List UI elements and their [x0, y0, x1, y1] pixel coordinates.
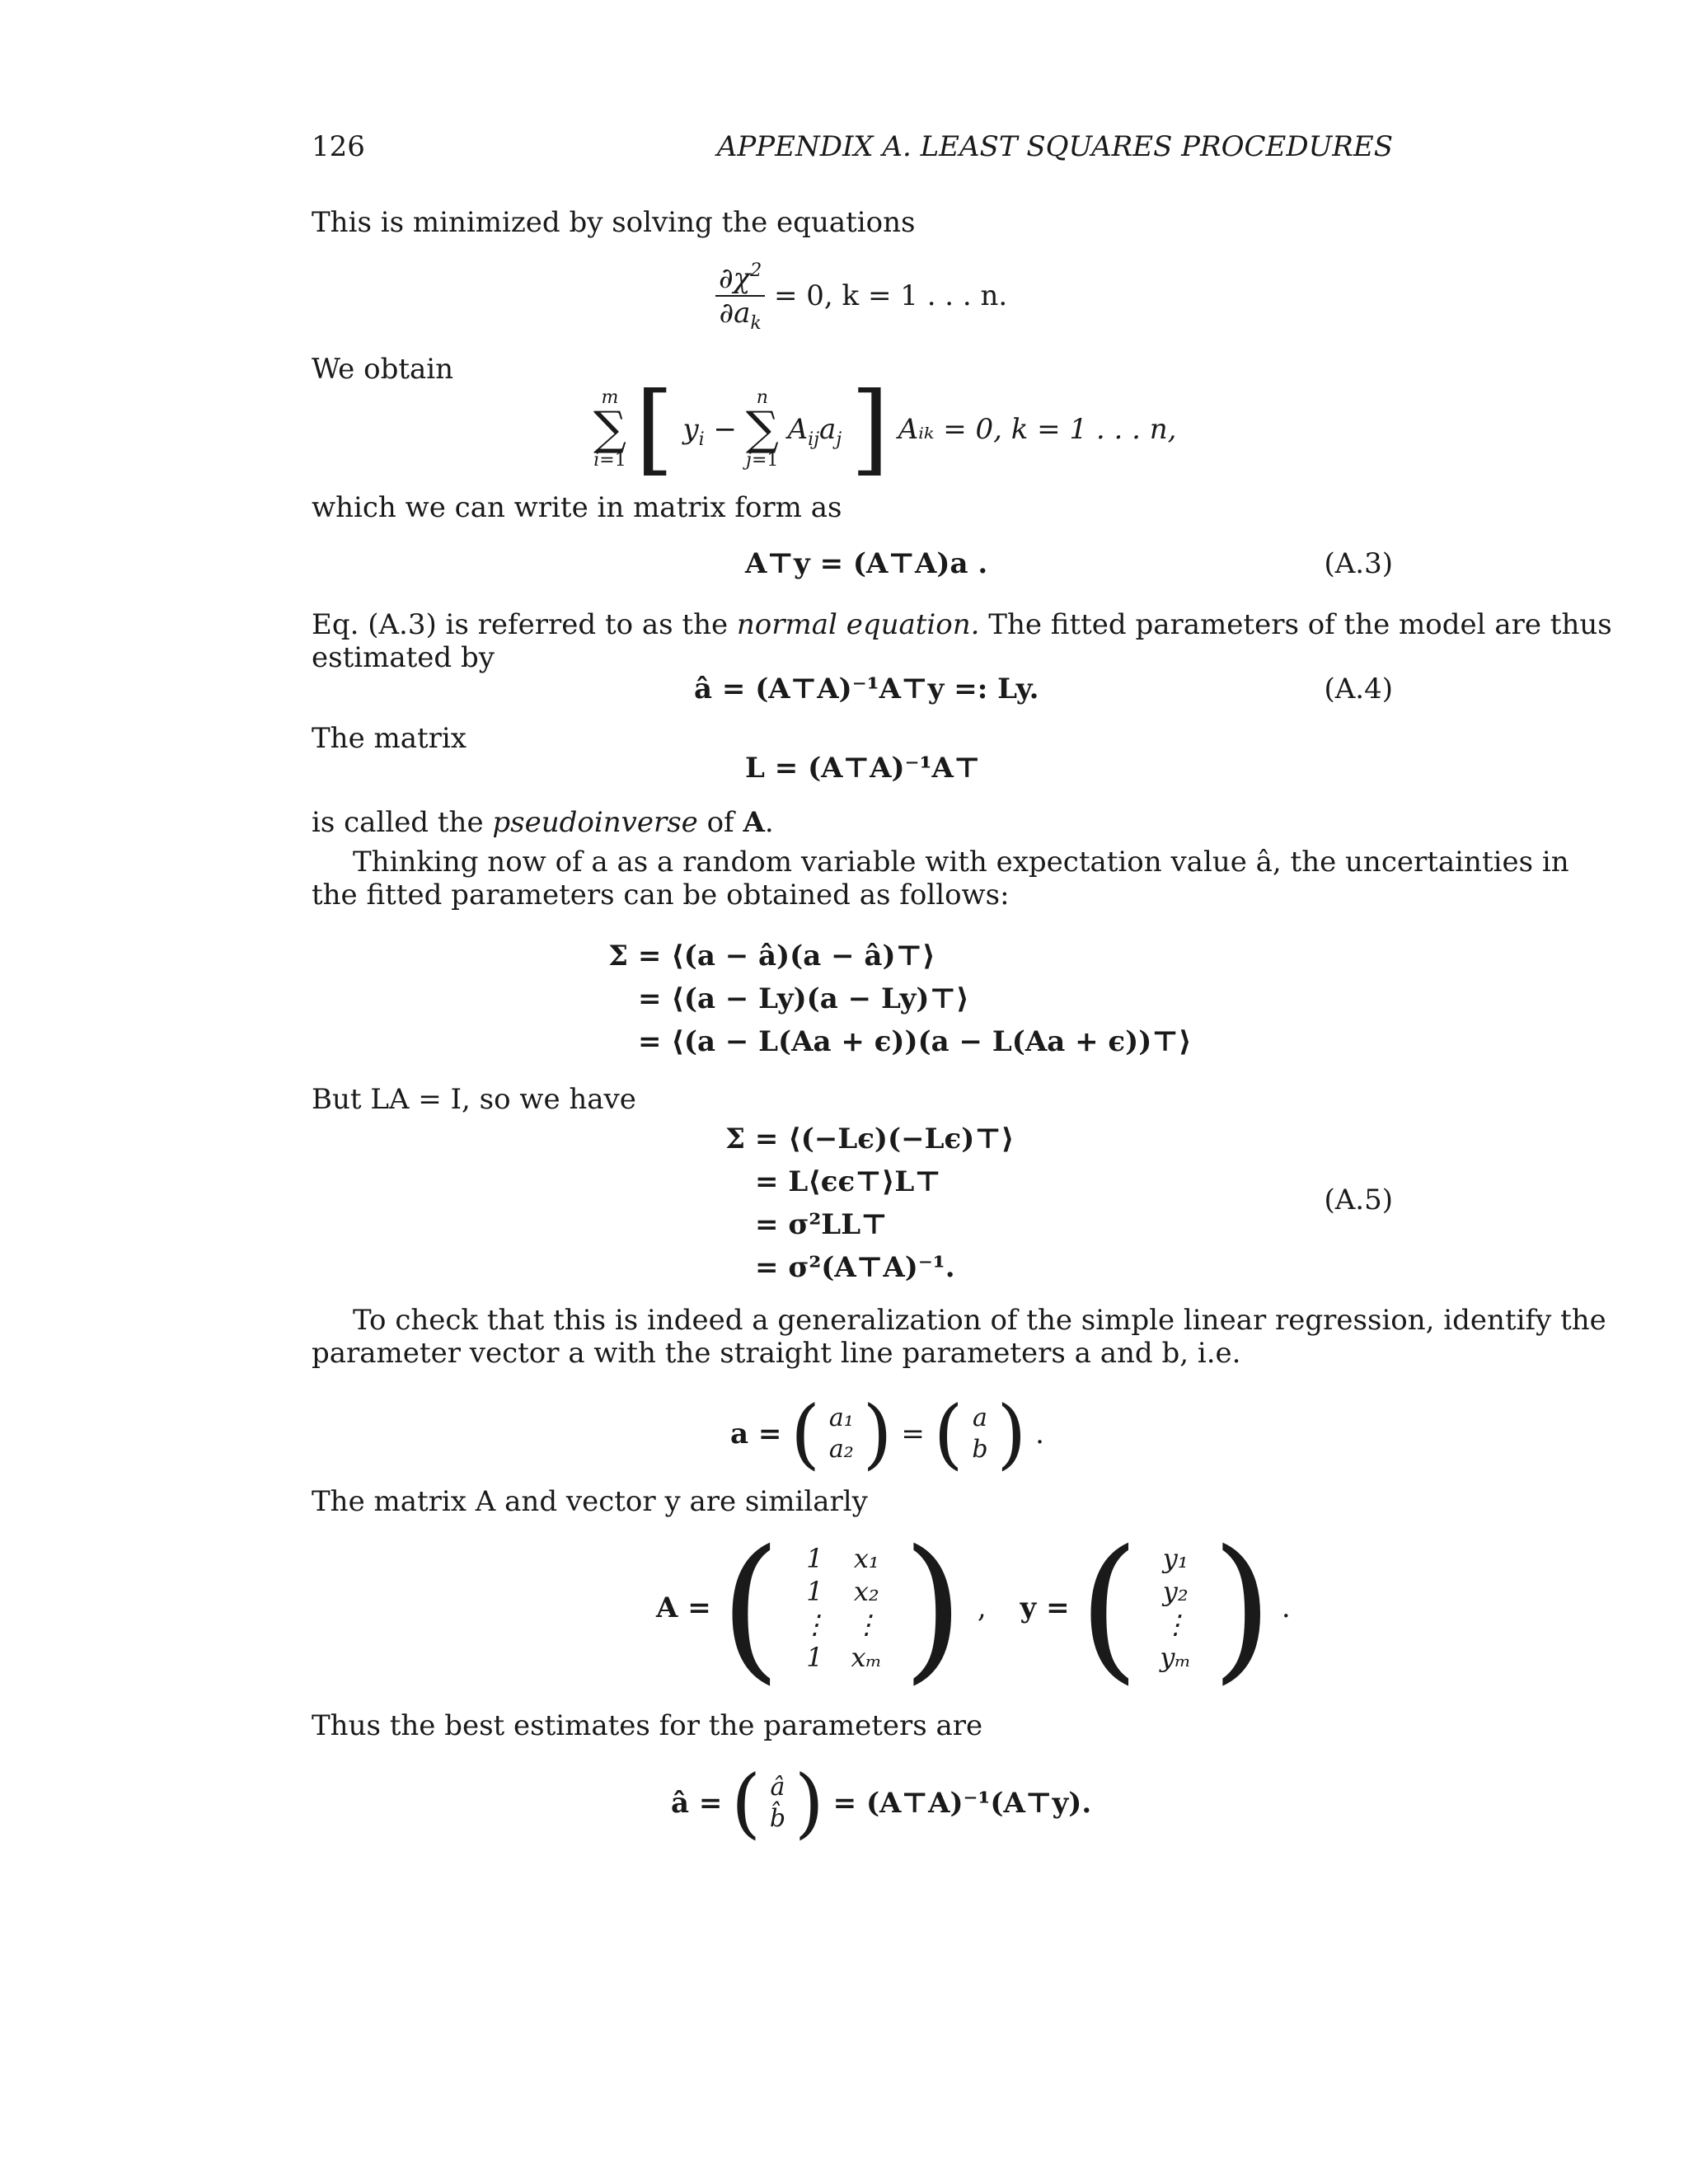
emphasis-normal-equation: normal equation.: [736, 608, 980, 641]
best-entry: b̂: [769, 1804, 786, 1833]
matrix-cell: xₘ: [851, 1642, 883, 1673]
a5-line-4: = σ²(A⊤A)⁻¹.: [755, 1251, 955, 1284]
paragraph-the-matrix: The matrix: [312, 722, 467, 755]
vector-cell: yₘ: [1160, 1642, 1192, 1673]
best-rhs: = (A⊤A)⁻¹(A⊤y).: [832, 1787, 1092, 1820]
running-title: APPENDIX A. LEAST SQUARES PROCEDURES: [716, 130, 1393, 163]
vec-y-lhs: y =: [1020, 1591, 1070, 1624]
matrix-cell: ⋮: [801, 1609, 828, 1640]
sigma-line-3: = ⟨(a − L(Aa + ϵ))(a − L(Aa + ϵ))⊤⟩: [638, 1025, 1192, 1058]
paragraph-pseudoinverse: [312, 806, 774, 839]
vector-cell: ⋮: [1162, 1609, 1189, 1640]
paragraph-minimized: This is minimized by solving the equations: [312, 206, 916, 239]
equation-design-matrix: A = ( 1 x₁ 1 x₂ ⋮ ⋮ 1 xₘ ) , y = ( y₁ y₂ ⋮ yₘ ) .: [656, 1516, 1291, 1699]
vector-y-table: [1148, 1542, 1203, 1674]
equation-pseudoinverse: L = (A⊤A)⁻¹A⊤: [745, 752, 981, 785]
design-matrix-table: [790, 1542, 893, 1674]
paragraph-normal-equation: [312, 608, 1612, 641]
matrix-cell: x₁: [853, 1543, 879, 1574]
mat-A-lhs: A =: [656, 1591, 711, 1624]
sigma-line-1: Σ = ⟨(a − â)(a − â)⊤⟩: [608, 940, 935, 972]
vec-a-col1: [829, 1403, 854, 1465]
vec-a-col2: [972, 1403, 987, 1465]
text-segment: Eq. (A.3) is referred to as the: [312, 608, 737, 641]
equation-partial-derivative: $\frac{\partial\chi^2}{\partial a_k}$ = 0, k = 1 . . . n.: [715, 262, 1007, 330]
paragraph-we-obtain: We obtain: [312, 353, 454, 386]
best-col: [770, 1772, 785, 1835]
sum-rhs: Aᵢₖ = 0, k = 1 . . . n,: [898, 413, 1177, 446]
paragraph-thinking-line1: Thinking now of a as a random variable with expectation value â, the uncertainties in: [353, 846, 1569, 879]
a5-line-2: = L⟨ϵϵ⊤⟩L⊤: [755, 1165, 941, 1198]
equation-a4-label: (A.4): [1324, 673, 1393, 705]
a5-line-1: Σ = ⟨(−Lϵ)(−Lϵ)⊤⟩: [725, 1122, 1015, 1155]
paragraph-to-check-line1: To check that this is indeed a generalization of the simple linear regression, identify the: [353, 1304, 1606, 1337]
text-segment: is called the: [312, 806, 493, 839]
a5-line-3: = σ²LL⊤: [755, 1208, 888, 1241]
equation-sum: m ∑ i=1 [ $y_i - n$ ∑ j=1 $A_{ij}a_j$ ] Aᵢₖ = 0, k = 1 . . . n,: [593, 372, 1177, 486]
matrix-cell: 1: [806, 1642, 823, 1673]
paragraph-matrix-and-vector: The matrix A and vector y are similarly: [312, 1485, 868, 1518]
text-segment: The fitted parameters of the model are thus: [979, 608, 1612, 641]
emphasis-pseudoinverse: pseudoinverse: [492, 806, 698, 839]
equation-parameter-vector: a = ( a₁ a₂ ) = ( a b ) .: [730, 1390, 1044, 1478]
vec-a-lhs: a =: [730, 1418, 782, 1451]
paragraph-but-la-equals-i: But LA = I, so we have: [312, 1083, 636, 1116]
vector-cell: y₁: [1162, 1543, 1189, 1574]
text-segment: .: [764, 806, 774, 839]
vec-a-entry: a: [973, 1404, 987, 1432]
vec-a-entry: b: [972, 1435, 988, 1464]
equation-a5-label: (A.5): [1324, 1183, 1393, 1216]
equation-a3: A⊤y = (A⊤A)a .: [745, 547, 988, 580]
matrix-cell: 1: [806, 1543, 823, 1574]
paragraph-thinking-line2: the fitted parameters can be obtained as follows:: [312, 879, 1010, 912]
vec-a-entry: a₁: [828, 1404, 854, 1432]
matrix-cell: 1: [806, 1576, 823, 1607]
paragraph-matrix-form: which we can write in matrix form as: [312, 491, 842, 524]
vec-a-equals: =: [901, 1418, 925, 1451]
paragraph-best-estimates: Thus the best estimates for the parameters are: [312, 1709, 983, 1742]
sigma-derivation: [608, 935, 1191, 1063]
text-segment: of: [697, 806, 743, 839]
bold-matrix-A: A: [743, 806, 765, 839]
equation-a3-label: (A.3): [1324, 547, 1393, 580]
best-lhs: â =: [671, 1787, 723, 1820]
page-number: 126: [312, 130, 365, 163]
matrix-cell: ⋮: [853, 1609, 880, 1640]
vec-a-entry: a₂: [828, 1435, 854, 1464]
matrix-cell: x₂: [853, 1576, 879, 1607]
equation-best-estimates: â = ( â b̂ ) = (A⊤A)⁻¹(A⊤y).: [671, 1759, 1092, 1847]
paragraph-to-check-line2: parameter vector a with the straight line parameters a and b, i.e.: [312, 1337, 1241, 1370]
equation-a4: â = (A⊤A)⁻¹A⊤y =: Ly.: [694, 673, 1039, 705]
sigma-line-2: = ⟨(a − Ly)(a − Ly)⊤⟩: [638, 982, 969, 1015]
partial-rhs: = 0, k = 1 . . . n.: [774, 279, 1008, 312]
best-entry: â: [770, 1773, 785, 1802]
equation-a5-block: [725, 1118, 1014, 1289]
vector-cell: y₂: [1162, 1576, 1189, 1607]
paragraph-estimated-by: estimated by: [312, 641, 495, 674]
